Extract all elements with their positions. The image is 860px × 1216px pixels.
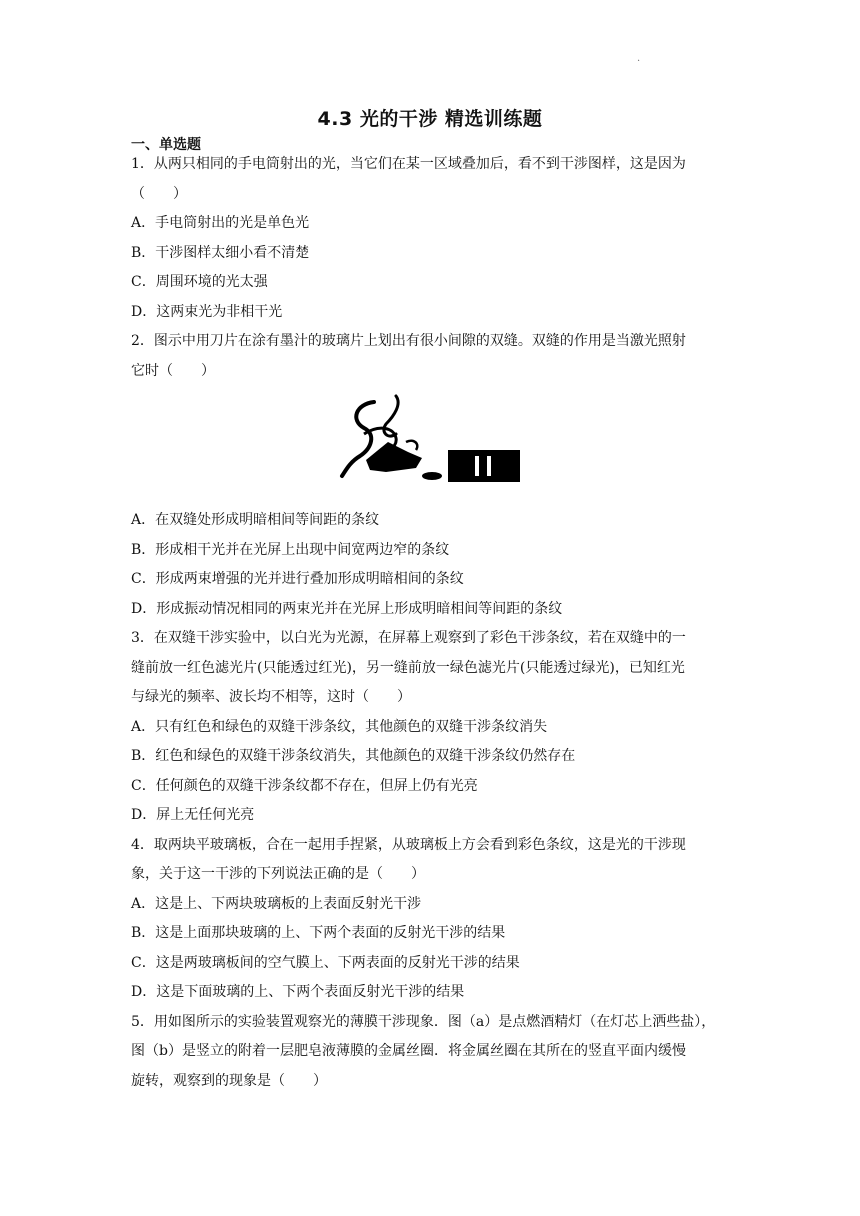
option-a: A．在双缝处形成明暗相间等间距的条纹: [131, 512, 380, 528]
option-b: B．形成相干光并在光屏上出现中间宽两边窄的条纹: [131, 541, 450, 558]
option-a: A．只有红色和绿色的双缝干涉条纹，其他颜色的双缝干涉条纹消失: [131, 718, 548, 735]
option-d: D．屏上无任何光亮: [131, 807, 255, 823]
question-stem-line: 与绿光的频率、波长均不相等，这时（ ）: [131, 689, 411, 705]
option-b: B．这是上面那块玻璃的上、下两个表面的反射光干涉的结果: [131, 925, 506, 941]
question-stem-line: 它时（ ）: [131, 362, 215, 379]
option-c: C．形成两束增强的光并进行叠加形成明暗相间的条纹: [131, 571, 464, 587]
question-stem-line: （ ）: [131, 185, 187, 202]
option-c: C．周围环境的光太强: [131, 274, 268, 290]
option-a: A．这是上、下两块玻璃板的上表面反射光干涉: [131, 895, 422, 912]
question-3: [131, 624, 731, 831]
option-d: D．这两束光为非相干光: [131, 303, 283, 320]
question-5: [131, 1008, 731, 1097]
question-stem-line: 3．在双缝干涉实验中，以白光为光源，在屏幕上观察到了彩色干涉条纹，若在双缝中的一: [131, 630, 686, 646]
question-stem-line: 缝前放一红色滤光片(只能透过红光)，另一缝前放一绿色滤光片(只能透过绿光)，已知红光: [131, 659, 685, 676]
option-d: D．形成振动情况相同的两束光并在光屏上形成明暗相间等间距的条纹: [131, 600, 563, 617]
option-b: B．红色和绿色的双缝干涉条纹消失，其他颜色的双缝干涉条纹仍然存在: [131, 748, 576, 764]
question-stem-line: 4．取两块平玻璃板，合在一起用手捏紧，从玻璃板上方会看到彩色条纹，这是光的干涉现: [131, 836, 686, 853]
question-stem-line: 2．图示中用刀片在涂有墨汁的玻璃片上划出有很小间隙的双缝。双缝的作用是当激光照射: [131, 333, 686, 349]
question-4: [131, 831, 731, 1008]
double-slit-figure: [131, 386, 731, 506]
blade-double-slit-icon: [336, 394, 521, 494]
question-stem-line: 旋转，观察到的现象是（ ）: [131, 1072, 327, 1089]
section-heading: 一、单选题: [131, 137, 201, 153]
question-stem-line: 图（b）是竖立的附着一层肥皂液薄膜的金属丝圈．将金属丝圈在其所在的竖直平面内缓慢: [131, 1043, 686, 1059]
question-list: [131, 150, 731, 1096]
question-stem-line: 1．从两只相同的手电筒射出的光，当它们在某一区域叠加后，看不到干涉图样，这是因为: [131, 156, 686, 172]
header-dot: ·: [637, 56, 641, 67]
question-2: [131, 327, 731, 624]
option-d: D．这是下面玻璃的上、下两个表面反射光干涉的结果: [131, 984, 465, 1000]
option-c: C．任何颜色的双缝干涉条纹都不存在，但屏上仍有光亮: [131, 777, 478, 794]
page-title: 4.3 光的干涉 精选训练题: [317, 108, 543, 130]
question-stem-line: 5．用如图所示的实验装置观察光的薄膜干涉现象．图（a）是点燃酒精灯（在灯芯上洒些盐），: [131, 1013, 716, 1030]
question-stem-line: 象，关于这一干涉的下列说法正确的是（ ）: [131, 866, 425, 882]
option-a: A．手电筒射出的光是单色光: [131, 215, 310, 231]
option-b: B．干涉图样太细小看不清楚: [131, 244, 310, 261]
question-1: [131, 150, 731, 327]
option-c: C．这是两玻璃板间的空气膜上、下两表面的反射光干涉的结果: [131, 954, 520, 971]
